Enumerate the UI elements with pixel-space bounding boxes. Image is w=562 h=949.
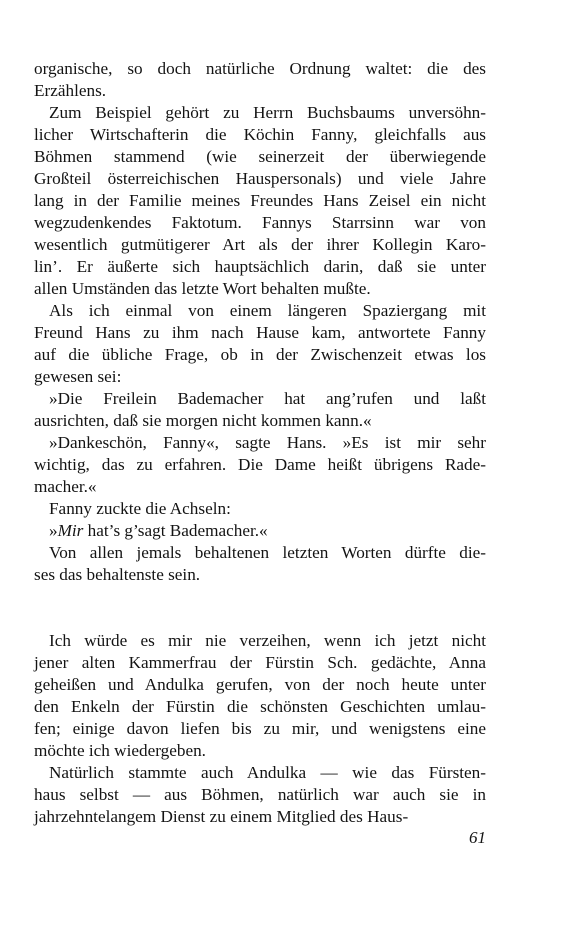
text-line: wichtig, das zu erfahren. Die Dame heißt übrigens Rade-	[34, 455, 486, 474]
paragraph	[34, 388, 486, 432]
text-line: jahrzehntelangem Dienst zu einem Mitglied des Haus-	[34, 807, 409, 826]
text-line: möchte ich wiedergeben.	[34, 741, 206, 760]
emphasis: Mir	[57, 521, 84, 540]
paragraph	[34, 58, 486, 102]
text-line: »Mir hat’s g’sagt Bademacher.«	[49, 521, 268, 540]
text-line: wegzudenkendes Faktotum. Fannys Starrsinn war von	[34, 213, 486, 232]
text-line: wesentlich gutmütigerer Art als der ihrer Kollegin Karo-	[34, 235, 486, 254]
text-line: Ich würde es mir nie verzeihen, wenn ich jetzt nicht	[49, 631, 486, 650]
paragraph	[34, 432, 486, 498]
text-line: lin’. Er äußerte sich hauptsächlich darin, daß sie unter	[34, 257, 486, 276]
text-line: Böhmen stammend (wie seinerzeit der überwiegende	[34, 147, 486, 166]
text-line: macher.«	[34, 477, 97, 496]
text-line: licher Wirtschafterin die Köchin Fanny, gleichfalls aus	[34, 125, 486, 144]
paragraph	[34, 520, 486, 542]
text-line: geheißen und Andulka gerufen, von der noch heute unter	[34, 675, 486, 694]
text-line: »Die Freilein Bademacher hat ang’rufen und laßt	[49, 389, 486, 408]
text-line: Freund Hans zu ihm nach Hause kam, antwortete Fanny	[34, 323, 486, 342]
text-line: lang in der Familie meines Freundes Hans Zeisel ein nicht	[34, 191, 486, 210]
text-line: jener alten Kammerfrau der Fürstin Sch. gedächte, Anna	[34, 653, 486, 672]
paragraph	[34, 762, 486, 828]
text-line: »Dankeschön, Fanny«, sagte Hans. »Es ist mir sehr	[49, 433, 486, 452]
paragraph	[34, 630, 486, 762]
text-line: Natürlich stammte auch Andulka — wie das Fürsten-	[49, 763, 486, 782]
text-body	[34, 58, 486, 828]
text-line: Zum Beispiel gehört zu Herrn Buchsbaums unversöhn-	[49, 103, 486, 122]
book-page-text	[34, 58, 486, 828]
paragraph	[34, 542, 486, 586]
section-break	[34, 586, 486, 630]
text-line: organische, so doch natürliche Ordnung waltet: die des	[34, 59, 486, 78]
text-line: gewesen sei:	[34, 367, 122, 386]
text-line: haus selbst — aus Böhmen, natürlich war auch sie in	[34, 785, 486, 804]
text-line: Erzählens.	[34, 81, 107, 100]
text-line: den Enkeln der Fürstin die schönsten Geschichten umlau-	[34, 697, 486, 716]
text-line: fen; einige davon liefen bis zu mir, und wenigstens eine	[34, 719, 486, 738]
text-line: Von allen jemals behaltenen letzten Worten dürfte die-	[49, 543, 486, 562]
text-line: Als ich einmal von einem längeren Spaziergang mit	[49, 301, 486, 320]
text-line: allen Umständen das letzte Wort behalten mußte.	[34, 279, 371, 298]
text-line: Großteil österreichischen Hauspersonals) und viele Jahre	[34, 169, 486, 188]
paragraph	[34, 498, 486, 520]
page-number: 61	[469, 828, 486, 847]
paragraph	[34, 102, 486, 300]
text-line: auf die übliche Frage, ob in der Zwischenzeit etwas los	[34, 345, 486, 364]
paragraph	[34, 300, 486, 388]
text-line: ses das behaltenste sein.	[34, 565, 201, 584]
text-line: ausrichten, daß sie morgen nicht kommen kann.«	[34, 411, 372, 430]
text-line: Fanny zuckte die Achseln:	[49, 499, 231, 518]
